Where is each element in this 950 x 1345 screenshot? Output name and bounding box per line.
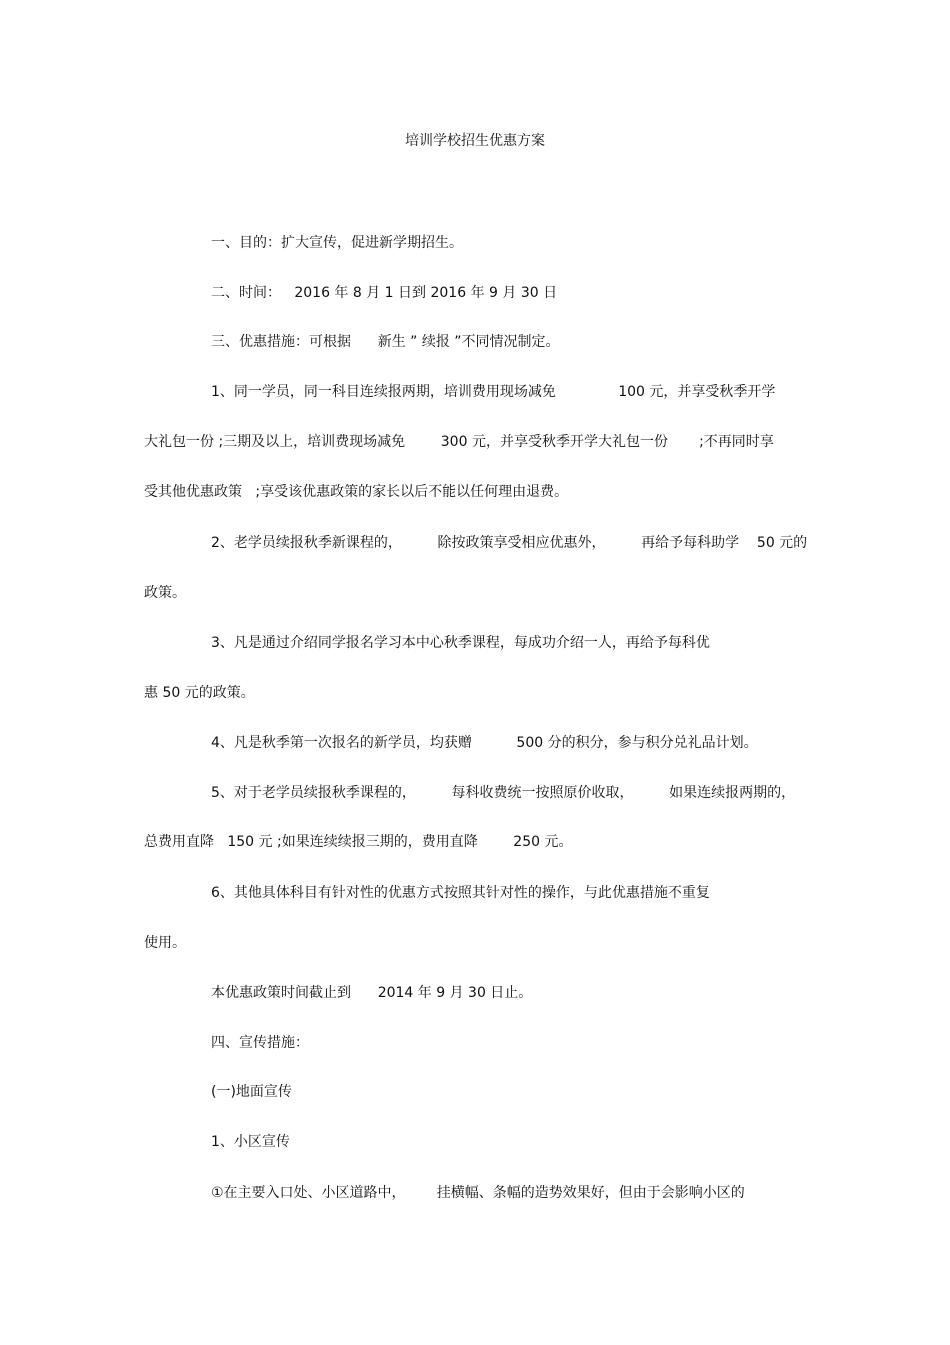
paragraph-deadline: 本优惠政策时间截止到 2014 年 9 月 30 日止。 — [211, 985, 533, 1001]
paragraph-item-2-line-2: 政策。 — [144, 585, 186, 601]
subsection-heading-ground: (一)地面宣传 — [211, 1084, 292, 1100]
paragraph-item-4: 4、凡是秋季第一次报名的新学员，均获赠 500 分的积分，参与积分兑礼品计划。 — [211, 735, 758, 751]
paragraph-item-3-line-2: 惠 50 元的政策。 — [144, 685, 255, 701]
document-title: 培训学校招生优惠方案 — [405, 133, 545, 149]
paragraph-item-6-line-1: 6、其他具体科目有针对性的优惠方式按照其针对性的操作，与此优惠措施不重复 — [211, 885, 710, 901]
paragraph-item-5-line-2: 总费用直降 150 元 ;如果连续续报三期的，费用直降 250 元。 — [144, 834, 573, 850]
paragraph-time: 二、时间： 2016 年 8 月 1 日到 2016 年 9 月 30 日 — [211, 285, 558, 301]
paragraph-item-5-line-1: 5、对于老学员续报秋季课程的， 每科收费统一按照原价收取， 如果连续报两期的， — [211, 785, 796, 801]
paragraph-item-2-line-1: 2、老学员续报秋季新课程的， 除按政策享受相应优惠外， 再给予每科助学 50 元的 — [211, 535, 808, 551]
paragraph-measures: 三、优惠措施：可根据 新生 ” 续报 ”不同情况制定。 — [211, 334, 560, 350]
paragraph-item-6-line-2: 使用。 — [144, 935, 186, 951]
paragraph-item-1-line-1: 1、同一学员，同一科目连续报两期，培训费用现场减免 100 元，并享受秋季开学 — [211, 384, 776, 400]
paragraph-purpose: 一、目的：扩大宣传，促进新学期招生。 — [211, 235, 463, 251]
paragraph-item-1-line-3: 受其他优惠政策 ;享受该优惠政策的家长以后不能以任何理由退费。 — [144, 484, 569, 500]
subsection-item-community: 1、小区宣传 — [211, 1134, 290, 1150]
paragraph-community-detail: ①在主要入口处、小区道路中， 挂横幅、条幅的造势效果好，但由于会影响小区的 — [211, 1185, 745, 1201]
section-heading-publicity: 四、宣传措施： — [211, 1035, 309, 1051]
paragraph-item-1-line-2: 大礼包一份 ;三期及以上，培训费现场减免 300 元，并享受秋季开学大礼包一份 ;不再同时享 — [144, 434, 774, 450]
paragraph-item-3-line-1: 3、凡是通过介绍同学报名学习本中心秋季课程，每成功介绍一人，再给予每科优 — [211, 635, 710, 651]
